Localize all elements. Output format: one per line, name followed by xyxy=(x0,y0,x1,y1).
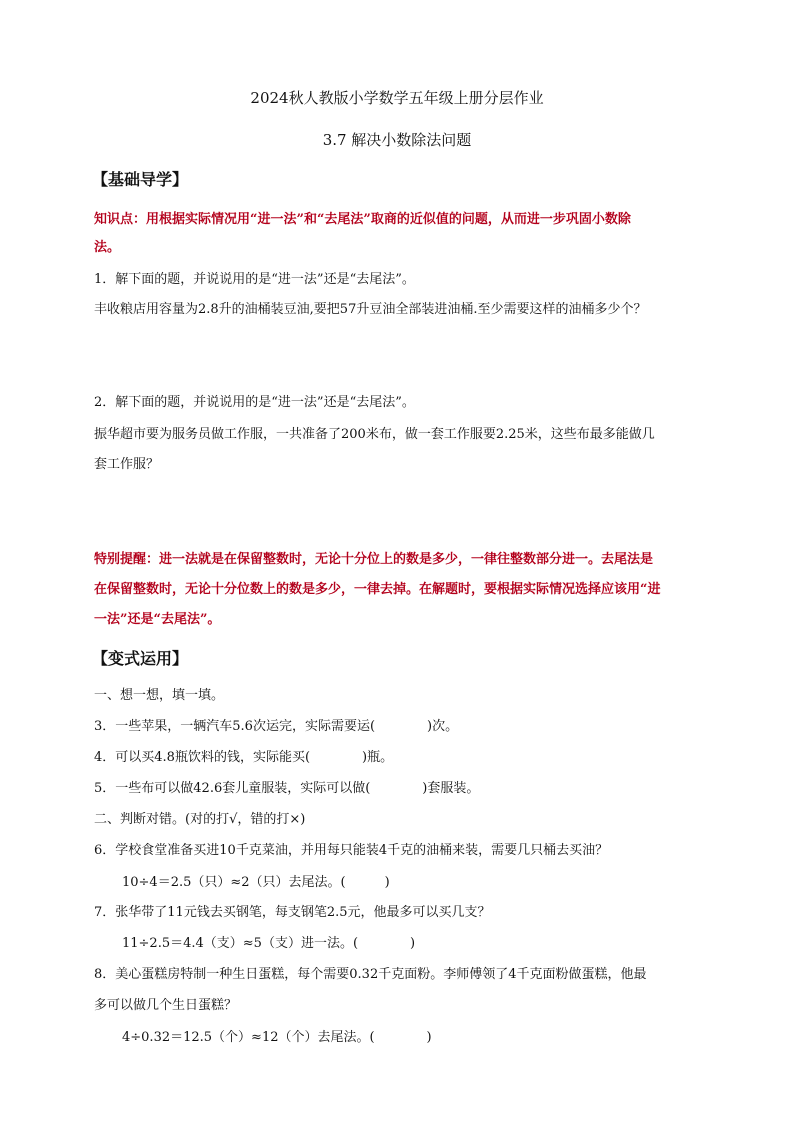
question-2-text-line2: 套工作服？ xyxy=(94,457,160,472)
question-5: 5．一些布可以做42.6套儿童服装，实际可以做( )套服装。 xyxy=(94,781,480,796)
question-7: 7．张华带了11元钱去买钢笔，每支钢笔2.5元，他最多可以买几支？ xyxy=(94,905,491,920)
part-2-title: 二、判断对错。(对的打√，错的打×) xyxy=(94,812,306,827)
tip-line2: 在保留整数时，无论十分位数上的数是多少，一律去掉。在解题时，要根据实际情况选择应该用“进 xyxy=(94,582,661,597)
knowledge-point-line2: 法。 xyxy=(94,240,121,255)
question-3: 3．一些苹果，一辆汽车5.6次运完，实际需要运( )次。 xyxy=(94,719,459,734)
question-6: 6．学校食堂准备买进10千克菜油，并用每只能装4千克的油桶来装，需要几只桶去买油？ xyxy=(94,843,609,858)
question-4: 4．可以买4.8瓶饮料的钱，实际能买( )瓶。 xyxy=(94,750,394,765)
section-heading-basic: 【基础导学】 xyxy=(92,170,189,189)
question-1-title: 1．解下面的题，并说说用的是“进一法”还是“去尾法”。 xyxy=(94,272,415,287)
section-heading-variant: 【变式运用】 xyxy=(92,649,189,668)
question-1-text: 丰收粮店用容量为2.8升的油桶装豆油,要把57升豆油全部装进油桶.至少需要这样的油桶多少个？ xyxy=(94,302,647,317)
tip-line1: 特别提醒：进一法就是在保留整数时，无论十分位上的数是多少，一律往整数部分进一。去尾法是 xyxy=(94,552,654,567)
question-8-answer: 4÷0.32＝12.5（个）≈12（个）去尾法。( ) xyxy=(122,1030,432,1045)
knowledge-point-line1: 知识点：用根据实际情况用“进一法”和“去尾法”取商的近似值的问题，从而进一步巩固小数除 xyxy=(94,212,631,227)
tip-line3: 一法”还是“去尾法”。 xyxy=(94,612,221,627)
document-subtitle: 3.7 解决小数除法问题 xyxy=(322,131,472,149)
document-title: 2024秋人教版小学数学五年级上册分层作业 xyxy=(250,89,544,107)
question-8-line2: 多可以做几个生日蛋糕？ xyxy=(94,998,238,1013)
question-7-answer: 11÷2.5＝4.4（支）≈5（支）进一法。( ) xyxy=(122,936,416,951)
question-6-answer: 10÷4＝2.5（只）≈2（只）去尾法。( ) xyxy=(122,875,390,890)
question-8-line1: 8．美心蛋糕房特制一种生日蛋糕，每个需要0.32千克面粉。李师傅领了4千克面粉做蛋糕，他最 xyxy=(94,967,647,982)
part-1-title: 一、想一想，填一填。 xyxy=(94,688,225,703)
question-2-title: 2．解下面的题，并说说用的是“进一法”还是“去尾法”。 xyxy=(94,395,415,410)
question-2-text-line1: 振华超市要为服务员做工作服，一共准备了200米布，做一套工作服要2.25米，这些布最多能做几 xyxy=(94,427,655,442)
